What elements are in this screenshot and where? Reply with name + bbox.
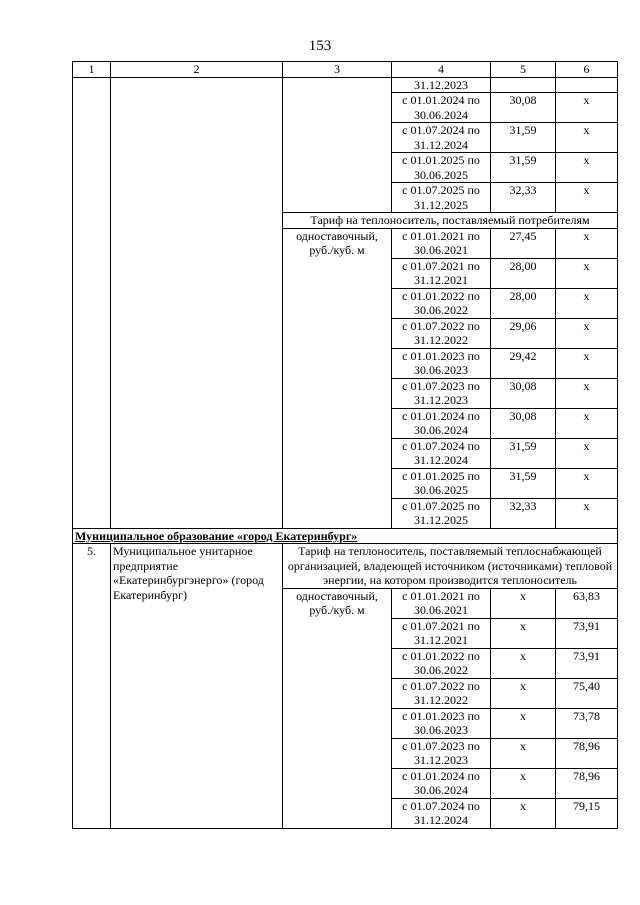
period-cell bbox=[392, 438, 491, 468]
value-col-6: 75,40 bbox=[556, 678, 618, 708]
col3-cell bbox=[283, 77, 392, 213]
value-col-6: х bbox=[556, 228, 618, 258]
col-header-2: 2 bbox=[111, 62, 283, 78]
col2-cell bbox=[111, 77, 283, 528]
period-end: 31.12.2023 bbox=[414, 753, 468, 767]
period-cell bbox=[392, 618, 491, 648]
col-header-5: 5 bbox=[491, 62, 556, 78]
value-col-5: х bbox=[491, 738, 556, 768]
value-col-6: х bbox=[556, 468, 618, 498]
organization-name: Муниципальное унитарное предприятие «Екатеринбургэнерго» (город Екатеринбург) bbox=[111, 544, 283, 829]
value-col-5: 28,00 bbox=[491, 288, 556, 318]
value-col-5: 27,45 bbox=[491, 228, 556, 258]
value-col-5 bbox=[491, 77, 556, 93]
table-row bbox=[73, 77, 618, 93]
tariff-table bbox=[72, 61, 618, 829]
period-start: с 01.07.2023 по bbox=[402, 378, 480, 393]
period-end: 31.12.2024 bbox=[414, 137, 468, 152]
period-cell bbox=[392, 768, 491, 798]
column-header-row bbox=[73, 62, 618, 78]
col-header-3: 3 bbox=[283, 62, 392, 78]
value-col-6: 73,91 bbox=[556, 618, 618, 648]
period-start: с 01.01.2021 по bbox=[402, 228, 480, 243]
section-row bbox=[73, 528, 618, 544]
value-col-6: х bbox=[556, 288, 618, 318]
period-start: с 01.01.2022 по bbox=[402, 288, 480, 303]
value-col-6: х bbox=[556, 123, 618, 153]
period-end: 30.06.2023 bbox=[414, 723, 468, 737]
value-col-5: х bbox=[491, 648, 556, 678]
period-start: с 01.01.2024 по bbox=[402, 93, 480, 107]
period-cell bbox=[392, 408, 491, 438]
period-start: с 01.07.2024 по bbox=[402, 438, 480, 453]
value-col-6: х bbox=[556, 258, 618, 288]
period-cell bbox=[392, 648, 491, 678]
period-start: с 01.07.2023 по bbox=[402, 738, 480, 753]
value-col-6: х bbox=[556, 408, 618, 438]
period-end: 30.06.2025 bbox=[414, 167, 468, 182]
col1-cell bbox=[73, 77, 111, 528]
period-start: с 01.01.2025 по bbox=[402, 468, 480, 483]
value-col-5: 30,08 bbox=[491, 408, 556, 438]
period-cell bbox=[392, 93, 491, 123]
period-end: 31.12.2024 bbox=[414, 813, 468, 827]
period-start: с 01.07.2022 по bbox=[402, 318, 480, 333]
period-cell: 31.12.2023 bbox=[392, 77, 491, 93]
period-cell bbox=[392, 588, 491, 618]
value-col-6: х bbox=[556, 318, 618, 348]
period-start: с 01.01.2022 по bbox=[402, 648, 480, 663]
period-end: 30.06.2021 bbox=[414, 243, 468, 257]
period-cell bbox=[392, 183, 491, 213]
value-col-5: х bbox=[491, 678, 556, 708]
col-header-6: 6 bbox=[556, 62, 618, 78]
period-start: с 01.07.2021 по bbox=[402, 618, 480, 633]
value-col-5: 28,00 bbox=[491, 258, 556, 288]
period-end: 31.12.2024 bbox=[414, 453, 468, 467]
value-col-6: х bbox=[556, 153, 618, 183]
value-col-5: х bbox=[491, 588, 556, 618]
value-col-6 bbox=[556, 77, 618, 93]
period-start: с 01.01.2023 по bbox=[402, 348, 480, 363]
value-col-5: 29,42 bbox=[491, 348, 556, 378]
value-col-5: 31,59 bbox=[491, 438, 556, 468]
value-col-5: 29,06 bbox=[491, 318, 556, 348]
period-end: 30.06.2022 bbox=[414, 663, 468, 677]
row-number: 5. bbox=[73, 544, 111, 829]
value-col-6: 78,96 bbox=[556, 738, 618, 768]
period-cell bbox=[392, 378, 491, 408]
value-col-6: 73,78 bbox=[556, 708, 618, 738]
value-col-6: 63,83 bbox=[556, 588, 618, 618]
period-start: с 01.01.2025 по bbox=[402, 153, 480, 167]
value-col-6: х bbox=[556, 348, 618, 378]
period-cell bbox=[392, 708, 491, 738]
period-end: 31.12.2022 bbox=[414, 693, 468, 707]
period-cell bbox=[392, 468, 491, 498]
period-cell bbox=[392, 258, 491, 288]
period-start: с 01.07.2024 по bbox=[402, 123, 480, 137]
period-cell bbox=[392, 288, 491, 318]
value-col-5: 30,08 bbox=[491, 93, 556, 123]
value-col-5: 31,59 bbox=[491, 123, 556, 153]
value-col-6: 73,91 bbox=[556, 648, 618, 678]
period-cell bbox=[392, 498, 491, 528]
tariff-title: Тариф на теплоноситель, поставляемый теплоснабжающей организацией, владеющей источником (источниками) тепловой энергии, на котором производится теплоноситель bbox=[283, 544, 618, 589]
period-end: 30.06.2021 bbox=[414, 603, 468, 617]
value-col-6: 78,96 bbox=[556, 768, 618, 798]
value-col-6: х bbox=[556, 378, 618, 408]
period-cell bbox=[392, 798, 491, 828]
value-col-6: 79,15 bbox=[556, 798, 618, 828]
value-col-6: х bbox=[556, 498, 618, 528]
value-col-6: х bbox=[556, 93, 618, 123]
period-end: 31.12.2021 bbox=[414, 633, 468, 647]
period-cell bbox=[392, 318, 491, 348]
value-col-5: х bbox=[491, 618, 556, 648]
value-col-6: х bbox=[556, 183, 618, 213]
period-end: 31.12.2023 bbox=[414, 393, 468, 407]
period-start: с 01.01.2021 по bbox=[402, 588, 480, 603]
period-end: 30.06.2025 bbox=[414, 483, 468, 497]
period-cell bbox=[392, 228, 491, 258]
unit-cell: одноставочный, руб./куб. м bbox=[283, 228, 392, 528]
value-col-5: 32,33 bbox=[491, 498, 556, 528]
col-header-4: 4 bbox=[392, 62, 491, 78]
period-cell bbox=[392, 738, 491, 768]
value-col-5: х bbox=[491, 798, 556, 828]
period-cell bbox=[392, 123, 491, 153]
value-col-5: х bbox=[491, 768, 556, 798]
tariff-title: Тариф на теплоноситель, поставляемый потребителям bbox=[283, 213, 618, 229]
period-end: 30.06.2024 bbox=[414, 423, 468, 437]
value-col-5: 31,59 bbox=[491, 468, 556, 498]
page-number: 153 bbox=[308, 38, 332, 54]
period-start: с 01.01.2024 по bbox=[402, 768, 480, 783]
period-cell bbox=[392, 153, 491, 183]
col-header-1: 1 bbox=[73, 62, 111, 78]
period-end: 31.12.2021 bbox=[414, 273, 468, 287]
value-col-6: х bbox=[556, 438, 618, 468]
period-end: 30.06.2023 bbox=[414, 363, 468, 377]
period-start: с 01.07.2025 по bbox=[402, 498, 480, 513]
period-start: с 01.07.2025 по bbox=[402, 183, 480, 197]
tariff-table-body bbox=[73, 62, 618, 829]
period-start: с 01.01.2023 по bbox=[402, 708, 480, 723]
period-cell bbox=[392, 678, 491, 708]
period-end: 31.12.2025 bbox=[414, 513, 468, 527]
unit-cell: одноставочный, руб./куб. м bbox=[283, 588, 392, 828]
period-start: с 01.07.2022 по bbox=[402, 678, 480, 693]
table-row bbox=[73, 544, 618, 589]
period-end: 31.12.2025 bbox=[414, 197, 468, 212]
period-start: с 01.07.2021 по bbox=[402, 258, 480, 273]
period-end: 30.06.2022 bbox=[414, 303, 468, 317]
period-end: 30.06.2024 bbox=[414, 107, 468, 122]
period-end: 31.12.2022 bbox=[414, 333, 468, 347]
value-col-5: 32,33 bbox=[491, 183, 556, 213]
value-col-5: х bbox=[491, 708, 556, 738]
section-title: Муниципальное образование «город Екатеринбург» bbox=[73, 528, 618, 544]
period-cell bbox=[392, 348, 491, 378]
value-col-5: 30,08 bbox=[491, 378, 556, 408]
period-start: с 01.07.2024 по bbox=[402, 798, 480, 813]
period-end: 30.06.2024 bbox=[414, 783, 468, 797]
period-start: с 01.01.2024 по bbox=[402, 408, 480, 423]
value-col-5: 31,59 bbox=[491, 153, 556, 183]
